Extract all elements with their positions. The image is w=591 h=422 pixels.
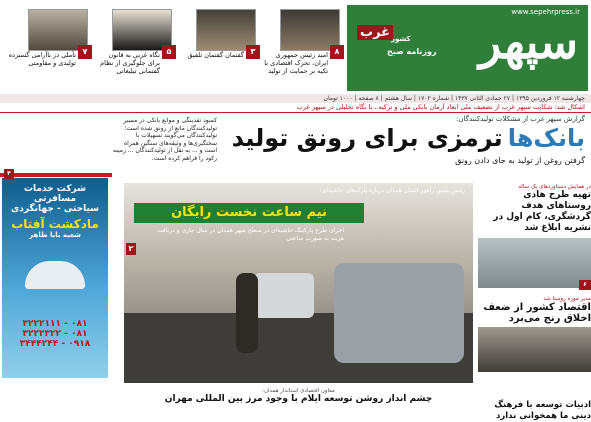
bottom-story[interactable]	[124, 388, 473, 404]
masthead-ghareb: غرب	[357, 25, 393, 40]
masthead-country: کشور	[391, 35, 411, 43]
teaser-2[interactable]	[178, 5, 260, 91]
ad-phone-2: ۰۸۱ - ۳۲۲۲۳۲۲	[22, 329, 88, 339]
right-kicker-2: مدیر موزه روستا شد	[543, 296, 591, 302]
page-number-photo: ۲	[126, 243, 136, 255]
airplane-icon	[25, 261, 85, 289]
photo-person	[236, 273, 258, 353]
lead-headline	[205, 123, 585, 156]
ad-phone-1: ۰۸۱ - ۳۲۲۲۱۱۱	[22, 319, 88, 329]
bottom-kicker: معاون اقتصادی استاندار همدان:	[262, 388, 335, 394]
photo-deck: اجرای طرح پارکینگ حاشیه‌ای در سطح شهر همدان در سال جاری و دریافت هزینه به صورت ساعتی	[156, 227, 344, 242]
teaser-1-text: امید رئیس جمهوری ایران، تحرک اقتصادی با تکیه بر حمایت از تولید	[264, 51, 328, 75]
ad-line: شعبه بابا طاهر	[29, 231, 81, 239]
right-photo-2	[478, 327, 591, 372]
lead-body: کمبود نقدینگی و موانع بانکی در مسیر تولیدکنندگان مانع از رونق شده است؛ تولیدکنندگان می‌گویند تسهیلات با سختگیری‌ها و وثیقه‌های سنگین همراه است و ... به نقل از تولیدکنندگان ... زمینه رکود را فراهم کرده است.	[112, 117, 217, 162]
teaser-3-number: ۵	[162, 45, 176, 59]
ad-border-top	[0, 173, 112, 177]
right-column	[478, 184, 591, 416]
ad-phone-3: ۰۹۱۸ - ۳۴۴۴۲۴۴	[19, 339, 91, 349]
right-headline-1[interactable]: تهیه طرح هادی روستاهای هدف گردشگری، کام اول در نشریه ابلاغ شد	[493, 190, 591, 233]
right-headline-3[interactable]: ادبیات توسعه با فرهنگ دینی ما همخوانی ندارد	[494, 400, 591, 421]
photo-caption: نیم ساعت نخست رایگان	[134, 203, 364, 223]
right-headline-2[interactable]: اقتصاد کشور از ضعف اخلاق رنج می‌برد	[483, 302, 591, 324]
ad-title: شرکت خدمات مسافرتی	[23, 184, 87, 204]
masthead-subtitle: روزنامه صبح	[387, 47, 437, 56]
right-photo-1	[478, 238, 591, 288]
photo-car-2	[334, 263, 464, 363]
teaser-4-text: تأملی در ناآرامی گسترده تولیدی و مقاومتی	[8, 51, 76, 67]
lead-subtitle: گرفتن روغن از تولید به جای دادن رونق	[455, 156, 585, 165]
teaser-4[interactable]	[6, 5, 92, 91]
ad-brand: مادکشت آفتاب	[11, 217, 99, 231]
teaser-1[interactable]	[262, 5, 344, 91]
main-photo[interactable]	[124, 183, 473, 383]
lead-title: ترمزی برای رونق تولید	[231, 124, 503, 152]
photo-car-1	[254, 273, 314, 318]
bottom-headline: چشم انداز روشن توسعه ایلام با وجود مرز بین المللی مهران	[164, 394, 433, 404]
teaser-3[interactable]	[94, 5, 176, 91]
teaser-2-number: ۳	[246, 45, 260, 59]
teaser-3-text: نگاه غربی به قانون برای جلوگیری از نظام گفتمانی تبلیغاتی	[100, 51, 160, 75]
ticker	[0, 103, 591, 112]
ad-box[interactable]	[2, 178, 108, 378]
dateline: چهارشنبه ۱۲ فروردین ۱۳۹۵ | ۲۷ جمادی الثانی ۱۴۳۷ | شماره ۱۷۰۲ | سال هشتم | ۸ صفحه | ۱۰۰۰ تومان	[323, 95, 585, 102]
masthead-url: www.sepehrpress.ir	[511, 8, 580, 16]
right-kicker: در همایش دستاوردهای یک ساله	[518, 184, 591, 190]
masthead-logo: سپهر	[478, 15, 578, 69]
ticker-text: اشکال شد: شکایت سپهر غرب از تضعیف ملی ابعاد آرمان بانکی ملی و ترکیه ـ با نگاه تحلیلی در سپهر غرب	[296, 103, 585, 111]
lead-story[interactable]	[205, 115, 585, 165]
teaser-1-number: ۸	[330, 45, 344, 59]
page-number-left: ۴	[4, 169, 14, 179]
lead-kicker: گزارش سپهر غرب از مشکلات تولیدکنندگان:	[455, 115, 585, 123]
teaser-4-number: ۷	[78, 45, 92, 59]
teaser-2-text: گفتمان گفتمان تلفیق	[187, 51, 244, 59]
lead-title-accent: بانک‌ها	[507, 124, 585, 152]
divider	[0, 112, 591, 113]
masthead	[347, 5, 588, 91]
photo-kicker: رئیس پلیس راهور استان همدان درباره پارک‌های حاشیه‌ای:	[319, 187, 465, 194]
ad-subtitle: سیاحتی - جهانگردی	[10, 204, 100, 214]
page-number-right: ۶	[579, 280, 591, 290]
